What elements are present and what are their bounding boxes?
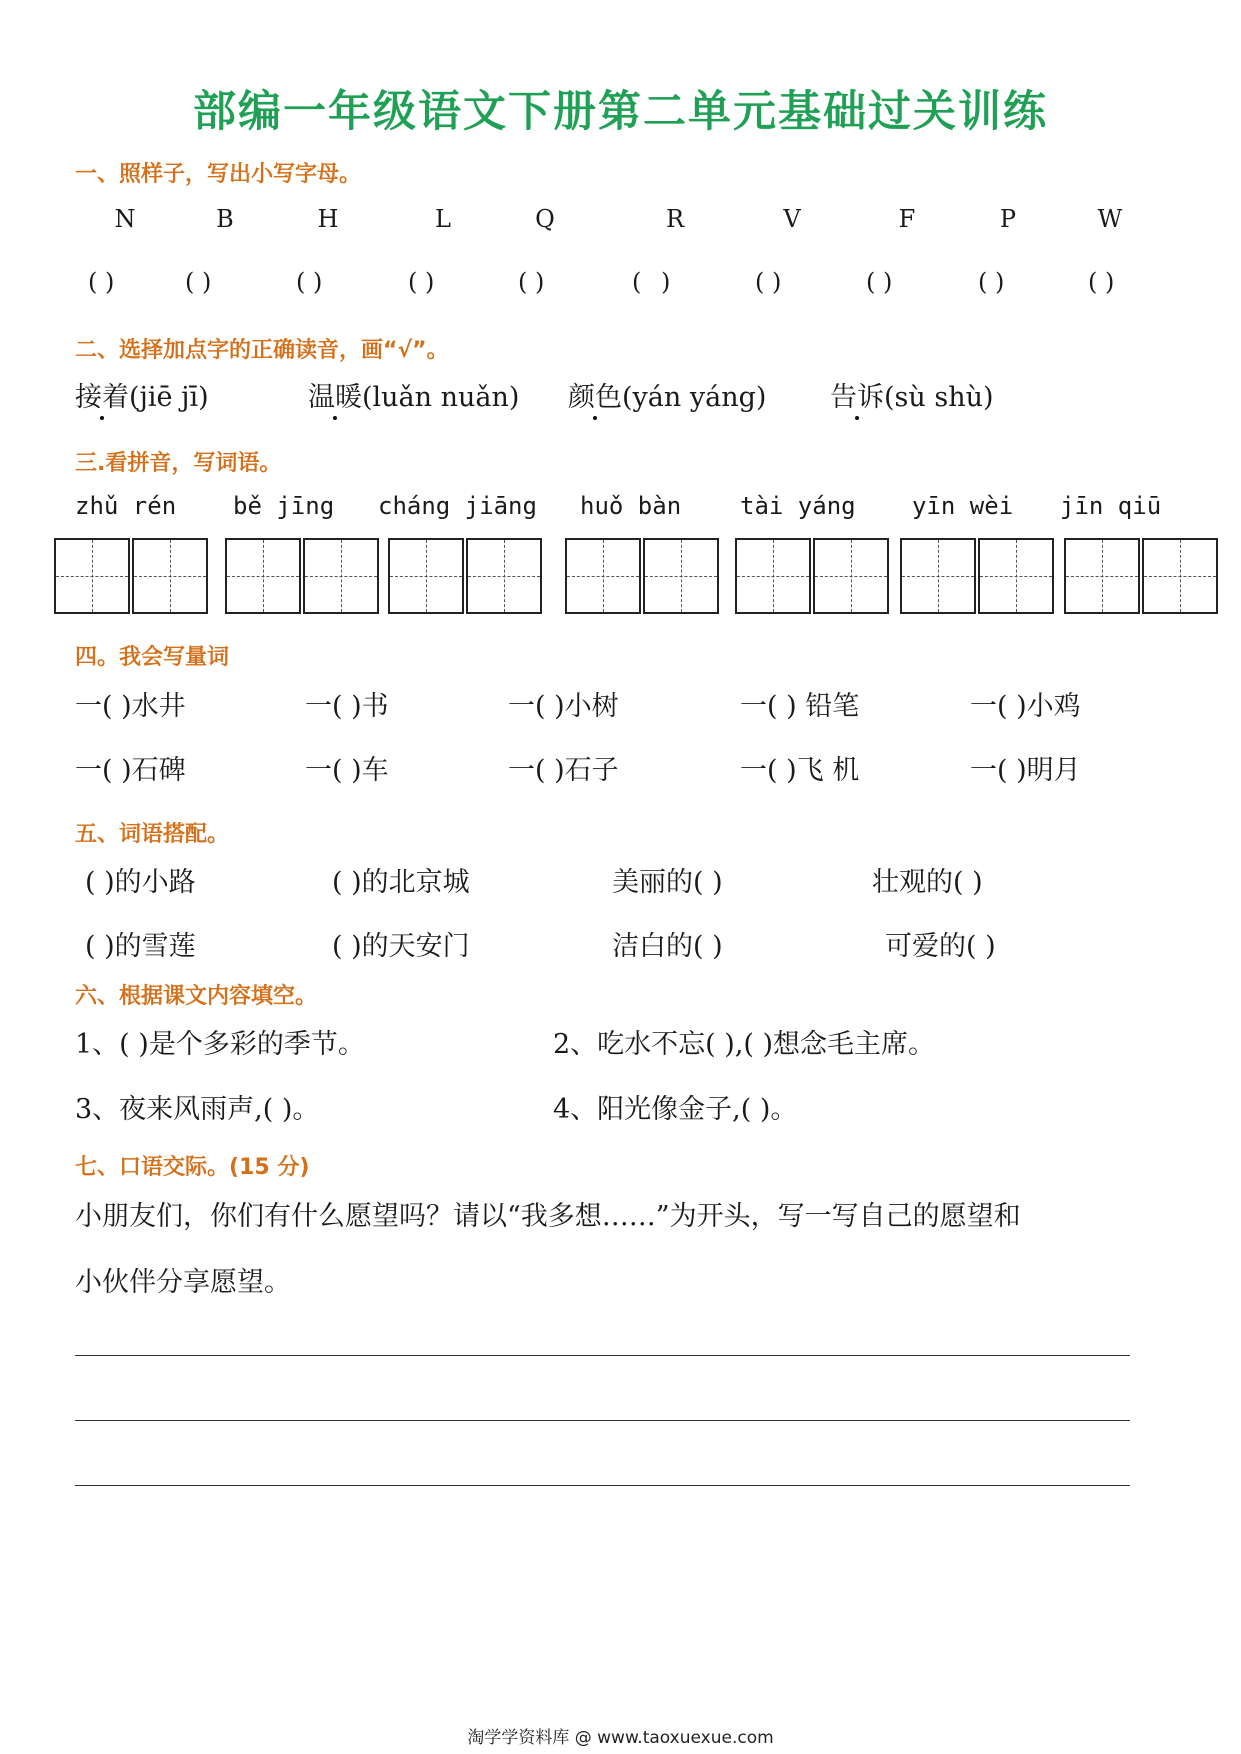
writing-grid[interactable]	[1064, 538, 1220, 612]
letter: B	[216, 205, 234, 233]
section-2-heading: 二、选择加点字的正确读音，画“√”。	[75, 338, 449, 363]
reading-item-4	[830, 375, 994, 414]
grid-cell[interactable]	[978, 538, 1054, 614]
match-item[interactable]: 洁白的( )	[612, 931, 723, 962]
grid-cell[interactable]	[735, 538, 811, 614]
reading-options[interactable]: (jiē jī)	[129, 382, 209, 413]
grid-cell[interactable]	[1064, 538, 1140, 614]
grid-cell[interactable]	[225, 538, 301, 614]
measure-item[interactable]: 一( )车	[305, 755, 389, 786]
page-title: 部编一年级语文下册第二单元基础过关训练	[193, 87, 1048, 137]
letter-blank[interactable]: ( )	[88, 268, 115, 296]
letter-blank[interactable]: ( )	[632, 268, 677, 296]
reading-word: 温暖	[308, 375, 362, 414]
grid-cell[interactable]	[303, 538, 379, 614]
pinyin-label: bě jīng	[233, 492, 335, 520]
oral-prompt-line-2: 小伙伴分享愿望。	[75, 1267, 291, 1298]
grid-cell[interactable]	[813, 538, 889, 614]
measure-item[interactable]: 一( )石碑	[75, 755, 186, 786]
pinyin-label: zhǔ rén	[75, 492, 177, 520]
reading-word: 颜色	[568, 375, 622, 414]
section-3-heading: 三.看拼音，写词语。	[75, 451, 282, 476]
letter-blank[interactable]: ( )	[296, 268, 323, 296]
section-7-heading: 七、口语交际。(15 分)	[75, 1155, 310, 1180]
reading-options[interactable]: (luǎn nuǎn)	[362, 382, 520, 413]
letter: W	[1097, 205, 1123, 233]
fill-question-2[interactable]: 2、吃水不忘( ),( )想念毛主席。	[553, 1029, 936, 1060]
pinyin-label: yīn wèi	[912, 492, 1014, 520]
grid-cell[interactable]	[900, 538, 976, 614]
letter-blank[interactable]: ( )	[866, 268, 893, 296]
pinyin-label: huǒ bàn	[580, 492, 682, 520]
measure-item[interactable]: 一( )石子	[508, 755, 619, 786]
measure-item[interactable]: 一( )飞 机	[740, 755, 860, 786]
oral-prompt-line-1: 小朋友们，你们有什么愿望吗？请以“我多想……”为开头，写一写自己的愿望和	[75, 1201, 1021, 1232]
grid-cell[interactable]	[54, 538, 130, 614]
letter-blank[interactable]: ( )	[185, 268, 212, 296]
letter: V	[783, 205, 801, 233]
fill-question-4[interactable]: 4、阳光像金子,( )。	[553, 1094, 798, 1125]
measure-item[interactable]: 一( ) 铅笔	[740, 691, 860, 722]
letter-blank[interactable]: ( )	[408, 268, 435, 296]
grid-cell[interactable]	[388, 538, 464, 614]
match-item[interactable]: 壮观的( )	[872, 867, 983, 898]
section-4-heading: 四。我会写量词	[75, 645, 230, 670]
fill-question-1[interactable]: 1、( )是个多彩的季节。	[75, 1029, 365, 1060]
letter: L	[435, 205, 451, 233]
match-item[interactable]: ( )的雪莲	[85, 931, 196, 962]
fill-question-3[interactable]: 3、夜来风雨声,( )。	[75, 1094, 320, 1125]
letter-blank[interactable]: ( )	[755, 268, 782, 296]
writing-grid[interactable]	[225, 538, 381, 612]
letter-blank[interactable]: ( )	[978, 268, 1005, 296]
reading-word: 接着	[75, 375, 129, 414]
pinyin-label: tài yáng	[740, 492, 856, 520]
letter-blank[interactable]: ( )	[518, 268, 545, 296]
grid-cell[interactable]	[132, 538, 208, 614]
reading-item-2	[308, 375, 519, 414]
reading-item-3	[568, 375, 766, 414]
pinyin-label: jīn qiū	[1060, 492, 1162, 520]
measure-item[interactable]: 一( )明月	[970, 755, 1081, 786]
measure-item[interactable]: 一( )小树	[508, 691, 619, 722]
reading-word: 告诉	[830, 375, 884, 414]
grid-cell[interactable]	[565, 538, 641, 614]
match-item[interactable]: ( )的天安门	[332, 931, 470, 962]
writing-grid[interactable]	[54, 538, 210, 612]
answer-line[interactable]	[75, 1485, 1130, 1486]
answer-line[interactable]	[75, 1355, 1130, 1356]
measure-item[interactable]: 一( )小鸡	[970, 691, 1081, 722]
letter: Q	[535, 205, 555, 233]
section-6-heading: 六、根据课文内容填空。	[75, 984, 318, 1009]
pinyin-label: cháng jiāng	[378, 492, 537, 520]
letter: R	[665, 205, 685, 233]
measure-item[interactable]: 一( )水井	[75, 691, 186, 722]
grid-cell[interactable]	[466, 538, 542, 614]
measure-item[interactable]: 一( )书	[305, 691, 389, 722]
writing-grid[interactable]	[900, 538, 1056, 612]
letter: N	[114, 205, 136, 233]
letter-blank[interactable]: ( )	[1088, 268, 1115, 296]
grid-cell[interactable]	[643, 538, 719, 614]
match-item[interactable]: ( )的北京城	[332, 867, 470, 898]
writing-grid[interactable]	[565, 538, 721, 612]
match-item[interactable]: 可爱的( )	[885, 931, 996, 962]
writing-grid[interactable]	[388, 538, 544, 612]
letter: H	[317, 205, 339, 233]
section-1-heading: 一、照样子，写出小写字母。	[75, 162, 362, 187]
reading-options[interactable]: (sù shù)	[884, 382, 994, 413]
letter: P	[999, 205, 1017, 233]
match-item[interactable]: 美丽的( )	[612, 867, 723, 898]
footer-watermark: 淘学学资料库 @ www.taoxuexue.com	[467, 1728, 774, 1748]
section-5-heading: 五、词语搭配。	[75, 822, 230, 847]
letter: F	[898, 205, 916, 233]
match-item[interactable]: ( )的小路	[85, 867, 196, 898]
answer-line[interactable]	[75, 1420, 1130, 1421]
reading-item-1	[75, 375, 209, 414]
writing-grid[interactable]	[735, 538, 891, 612]
grid-cell[interactable]	[1142, 538, 1218, 614]
reading-options[interactable]: (yán yáng)	[622, 382, 767, 413]
